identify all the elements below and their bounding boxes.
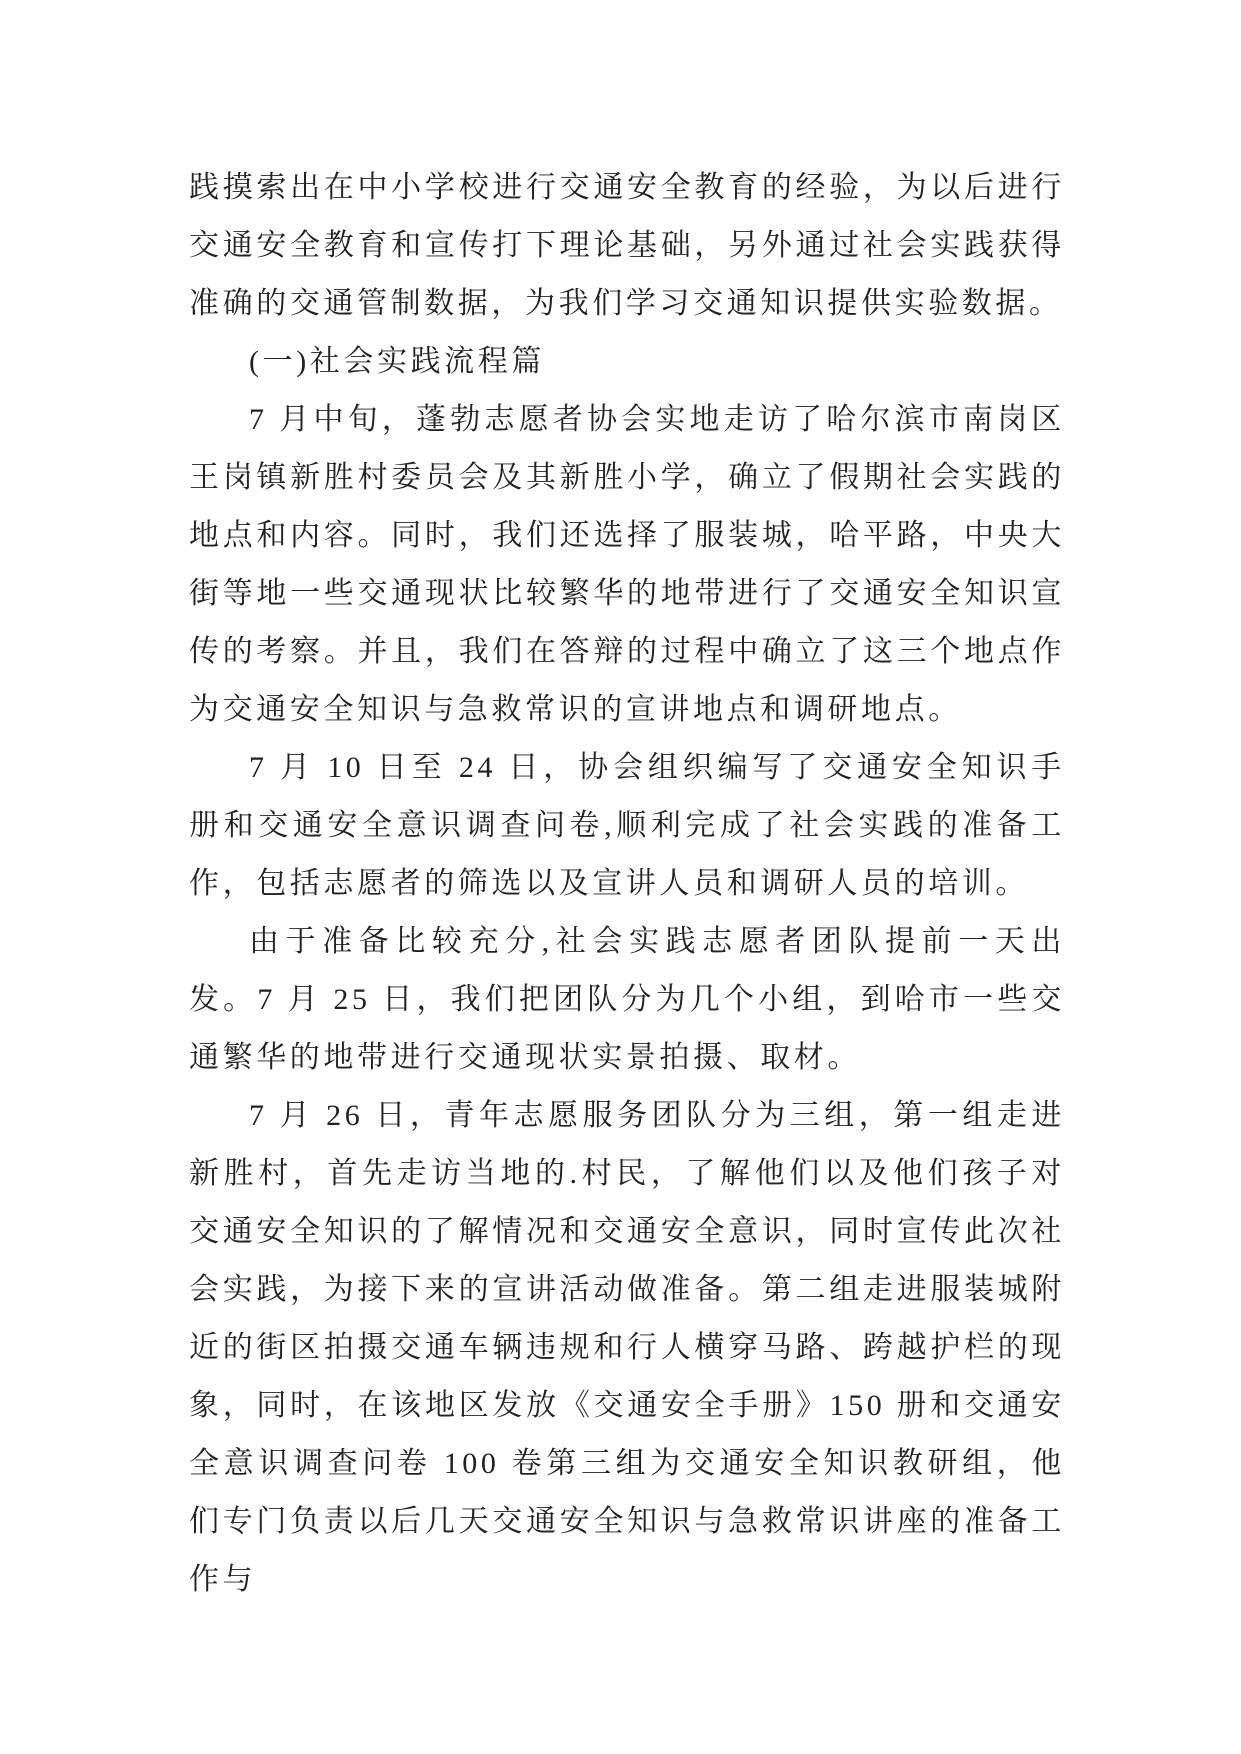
paragraph: 7 月 10 日至 24 日，协会组织编写了交通安全知识手册和交通安全意识调查问卷,顺利完成了社会实践的准备工作，包括志愿者的筛选以及宣讲人员和调研人员的培训。	[189, 751, 1065, 900]
paragraph: 由于准备比较充分,社会实践志愿者团队提前一天出发。7 月 25 日，我们把团队分为几个小组，到哈市一些交通繁华的地带进行交通现状实景拍摄、取材。	[189, 925, 1065, 1074]
document-body	[189, 159, 1065, 1609]
paragraph: (一)社会实践流程篇	[249, 345, 545, 378]
paragraph: 7 月 26 日，青年志愿服务团队分为三组，第一组走进新胜村，首先走访当地的.村民，了解他们以及他们孩子对交通安全知识的了解情况和交通安全意识，同时宣传此次社会实践，为接下来的宣讲活动做准备。第二组走进服装城附近的街区拍摄交通车辆违规和行人横穿马路、跨越护栏的现象，同时，在该地区发放《交通安全手册》150 册和交通安全意识调查问卷 100 卷第三组为交通安全知识教研组，他们专门负责以后几天交通安全知识与急救常识讲座的准备工作与	[189, 1099, 1065, 1596]
paragraph: 践摸索出在中小学校进行交通安全教育的经验，为以后进行交通安全教育和宣传打下理论基础，另外通过社会实践获得准确的交通管制数据，为我们学习交通知识提供实验数据。	[189, 171, 1065, 320]
paragraph: 7 月中旬，蓬勃志愿者协会实地走访了哈尔滨市南岗区王岗镇新胜村委员会及其新胜小学，确立了假期社会实践的地点和内容。同时，我们还选择了服装城，哈平路，中央大街等地一些交通现状比较繁华的地带进行了交通安全知识宣传的考察。并且，我们在答辩的过程中确立了这三个地点作为交通安全知识与急救常识的宣讲地点和调研地点。	[189, 403, 1065, 726]
